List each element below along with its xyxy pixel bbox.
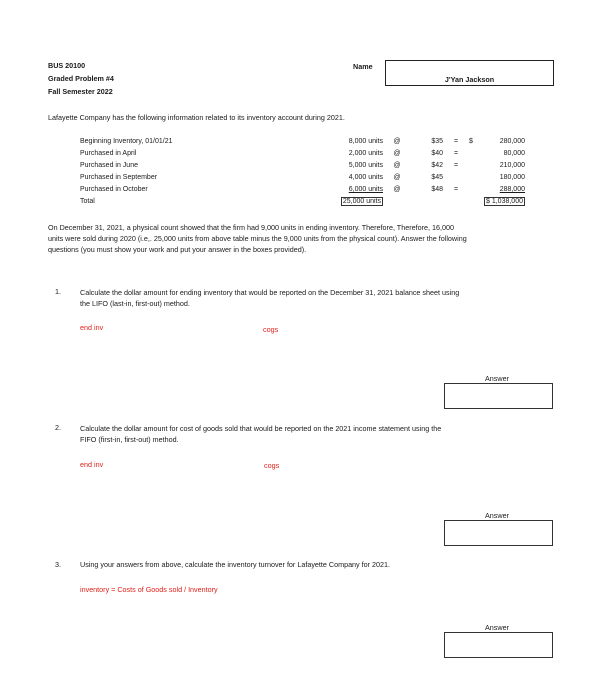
semester: Fall Semester 2022 [48,87,113,96]
question-text: Calculate the dollar amount for cost of goods sold that would be reported on the 2021 income statement using the FIFO (first-in, first-out) method. [80,424,442,444]
row-units: 5,000 units [348,162,383,169]
row-amount: 288,000 [499,186,525,193]
table-row [80,184,525,196]
equals-sign: = [453,162,459,169]
row-price: $48 [431,186,443,193]
row-units: 8,000 units [348,138,383,145]
answer-label: Answer [485,623,509,632]
row-label: Purchased in June [80,162,138,169]
question-number: 2. [55,423,61,432]
inventory-table [80,136,525,208]
row-units: 2,000 units [348,150,383,157]
row-price: $42 [431,162,443,169]
row-amount: 180,000 [499,174,525,181]
row-units: 6,000 units [348,186,383,193]
row-price: $45 [431,174,443,181]
total-label: Total [80,198,95,205]
name-value: J'Yan Jackson [444,75,495,84]
equals-sign [443,172,469,184]
question-number: 3. [55,560,61,569]
dollar-sign [469,148,483,160]
total-amount-box [484,197,525,206]
answer-box-3[interactable] [444,632,553,658]
table-row [80,136,525,148]
question-text: Using your answers from above, calculate the inventory turnover for Lafayette Company for 2021. [80,560,391,569]
dollar-sign [469,172,483,184]
assignment-title: Graded Problem #4 [48,74,114,83]
total-amount: 1,038,000 [491,198,523,205]
row-units: 4,000 units [348,174,383,181]
course-code: BUS 20100 [48,61,86,70]
question-text: Calculate the dollar amount for ending inventory that would be reported on the December 31, 2021 balance sheet using the LIFO (last-in, first-out) method. [80,288,460,308]
row-label: Beginning Inventory, 01/01/21 [80,138,173,145]
row-amount: 80,000 [503,150,525,157]
equals-sign: = [453,186,459,193]
note-cogs: cogs [264,461,280,470]
at-sign: @ [393,162,401,169]
total-units: 25,000 units [342,198,381,205]
equals-sign: = [453,150,459,157]
table-row [80,160,525,172]
row-label: Purchased in October [80,186,148,193]
table-row [80,172,525,184]
note-end-inv: end inv [80,323,104,332]
answer-box-1[interactable] [444,383,553,409]
answer-label: Answer [485,511,509,520]
table-row [80,148,525,160]
count-paragraph: On December 31, 2021, a physical count showed that the firm had 9,000 units in ending inventory. Therefore, Therefore, 16,000 units were sold during 2020 (i.e,. 25,000 units from above table minus the 9,000 units from the physical count). Answer the following questions (you must show your work and put your answer in the boxes provided). [48,223,467,254]
dollar-sign: $ [469,138,473,145]
note-formula: inventory = Costs of Goods sold / Inventory [80,585,218,594]
equals-sign: = [453,138,459,145]
at-sign: @ [393,174,401,181]
row-price: $40 [431,150,443,157]
name-field[interactable] [385,60,554,86]
at-sign: @ [393,150,401,157]
dollar-sign [469,184,483,196]
total-dollar: $ [485,198,490,205]
row-amount: 280,000 [499,138,525,145]
intro-text: Lafayette Company has the following information related to its inventory account during 2021. [48,113,345,122]
dollar-sign [469,160,483,172]
row-price: $35 [431,138,443,145]
answer-box-2[interactable] [444,520,553,546]
row-amount: 210,000 [499,162,525,169]
at-sign: @ [393,138,401,145]
row-label: Purchased in September [80,174,158,181]
note-end-inv: end inv [80,460,104,469]
row-label: Purchased in April [80,150,137,157]
name-label: Name [353,62,373,71]
note-cogs: cogs [263,325,279,334]
answer-label: Answer [485,374,509,383]
question-number: 1. [55,287,61,296]
total-row [80,196,525,208]
at-sign: @ [393,186,401,193]
